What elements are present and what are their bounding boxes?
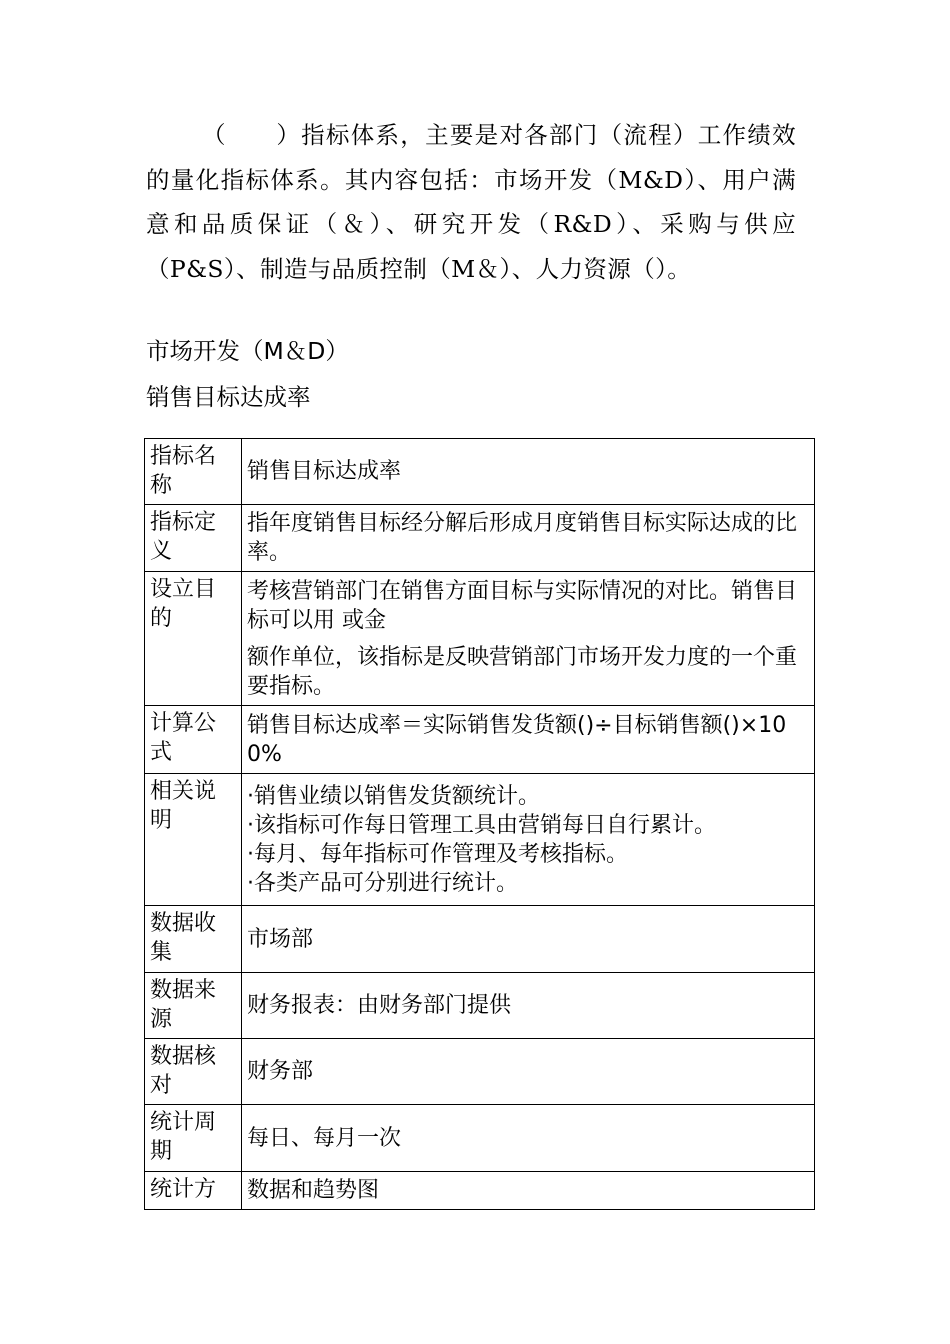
table-row <box>145 439 815 505</box>
section-subheading: 销售目标达成率 <box>146 383 311 411</box>
row-label: 统计方 <box>145 1172 242 1210</box>
table-row <box>145 774 815 906</box>
row-value-line: 每日、每月一次 <box>247 1125 402 1151</box>
table-row <box>145 1105 815 1172</box>
row-value-line: 财务部 <box>247 1059 314 1084</box>
row-value-line: 数据和趋势图 <box>247 1178 380 1203</box>
row-label: 计算公式 <box>145 706 242 774</box>
row-value-line: ·各类产品可分别进行统计。 <box>247 870 518 896</box>
row-value <box>242 439 815 505</box>
row-label: 设立目的 <box>145 572 242 706</box>
row-value <box>242 505 815 572</box>
table-row <box>145 706 815 774</box>
row-label: 数据收集 <box>145 906 242 973</box>
row-value <box>242 1039 815 1105</box>
row-label: 指标定义 <box>145 505 242 572</box>
row-value <box>242 906 815 973</box>
row-value-line: ·销售业绩以销售发货额统计。 <box>247 783 540 809</box>
intro-paragraph: （ ）指标体系，主要是对各部门（流程）工作绩效的量化指标体系。其内容包括：市场开发（M&D）、用户满意和品质保证（＆）、研究开发（R&D）、采购与供应（P&S）、制造与品质控制（M＆）、人力资源（）。 <box>146 121 796 283</box>
row-label: 相关说明 <box>145 774 242 906</box>
row-value-line: 市场部 <box>247 926 314 952</box>
table-row <box>145 1039 815 1105</box>
table-row <box>145 572 815 706</box>
row-label: 指标名称 <box>145 439 242 505</box>
row-value <box>242 774 815 906</box>
row-value <box>242 973 815 1039</box>
table-row <box>145 973 815 1039</box>
row-value <box>242 1105 815 1172</box>
table-row <box>145 505 815 572</box>
kpi-table <box>144 438 815 1210</box>
row-value <box>242 1172 815 1210</box>
row-value-line: 指年度销售目标经分解后形成月度销售目标实际达成的比率。 <box>247 511 798 565</box>
row-value-line: 销售目标达成率 <box>247 459 402 484</box>
row-value-line: 考核营销部门在销售方面目标与实际情况的对比。销售目标可以用 或金 <box>247 578 798 633</box>
row-value <box>242 706 815 774</box>
row-label: 数据核对 <box>145 1039 242 1105</box>
table-row <box>145 906 815 973</box>
row-value-line: 额作单位，该指标是反映营销部门市场开发力度的一个重要指标。 <box>247 644 798 699</box>
row-label: 数据来源 <box>145 973 242 1039</box>
row-label: 统计周期 <box>145 1105 242 1172</box>
section-heading: 市场开发（M＆D） <box>146 337 349 365</box>
row-value-line: ·每月、每年指标可作管理及考核指标。 <box>247 841 628 867</box>
row-value-line: 销售目标达成率＝实际销售发货额()÷目标销售额()×100% <box>247 712 787 767</box>
row-value-line: ·该指标可作每日管理工具由营销每日自行累计。 <box>247 812 716 838</box>
table-row <box>145 1172 815 1210</box>
row-value <box>242 572 815 706</box>
row-value-line: 财务报表：由财务部门提供 <box>247 993 512 1018</box>
